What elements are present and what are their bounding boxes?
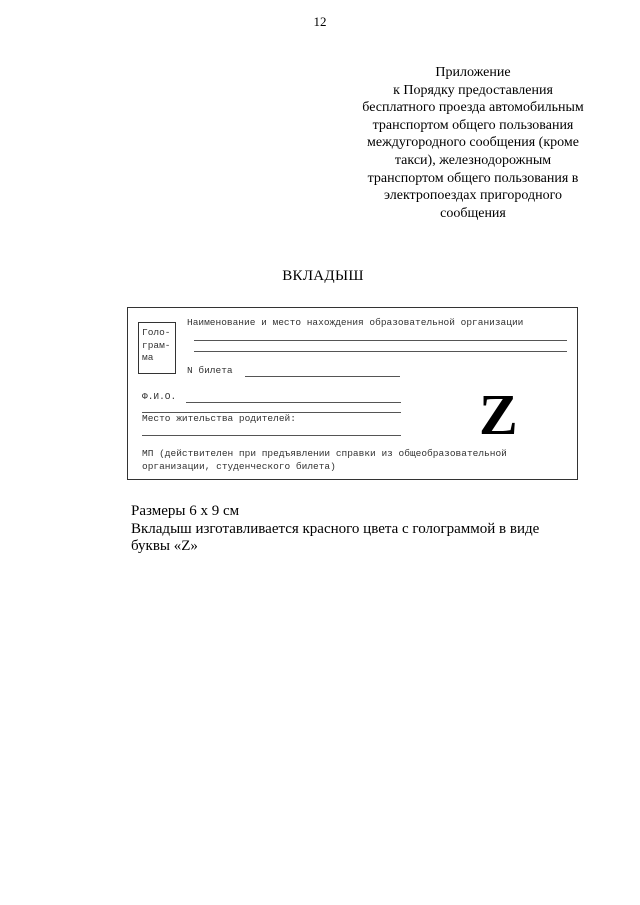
ticket-number-label: N билета [187,365,233,376]
hologram-box [138,322,176,374]
stamp-footnote [142,448,507,473]
footnote-line: организации, студенческого билета) [142,460,336,472]
hologram-label-line: Голо- [142,327,171,338]
appendix-line: Приложение [435,65,511,80]
hologram-label-line: грам- [142,339,171,351]
full-name-label: Ф.И.О. [142,391,177,402]
insert-card [127,307,578,480]
appendix-line: электропоездах пригородного [383,188,562,204]
z-letter-mark: Z [479,382,518,447]
document-title: ВКЛАДЫШ [282,268,364,284]
description-line: Вкладыш изготавливается красного цвета с голограммой в виде [131,520,540,537]
residence-label: Место жительства родителей: [142,413,296,424]
full-name-line [186,402,401,403]
appendix-line: междугородного сообщения (кроме [367,135,579,151]
organization-line-2 [194,351,567,352]
appendix-line: сообщения [440,205,506,221]
appendix-line: транспортом общего пользования в [367,170,579,186]
appendix-line: такси), железнодорожным [394,152,552,168]
appendix-line: транспортом общего пользования [372,117,574,133]
appendix-header [352,64,594,222]
appendix-line: к Порядку предоставления [393,82,553,98]
hologram-label-line: ма [142,352,154,363]
ticket-number-line [245,376,400,377]
description-line: буквы «Z» [131,538,198,554]
organization-label: Наименование и место нахождения образовательной организации [187,317,524,328]
residence-line [142,435,401,436]
size-note: Размеры 6 х 9 см [131,503,240,519]
footnote-line: МП (действителен при предъявлении справки из общеобразовательной [142,448,507,459]
appendix-line: бесплатного проезда автомобильным [362,100,584,116]
page-number: 12 [313,14,327,29]
organization-line-1 [194,340,567,341]
notes [131,503,591,556]
